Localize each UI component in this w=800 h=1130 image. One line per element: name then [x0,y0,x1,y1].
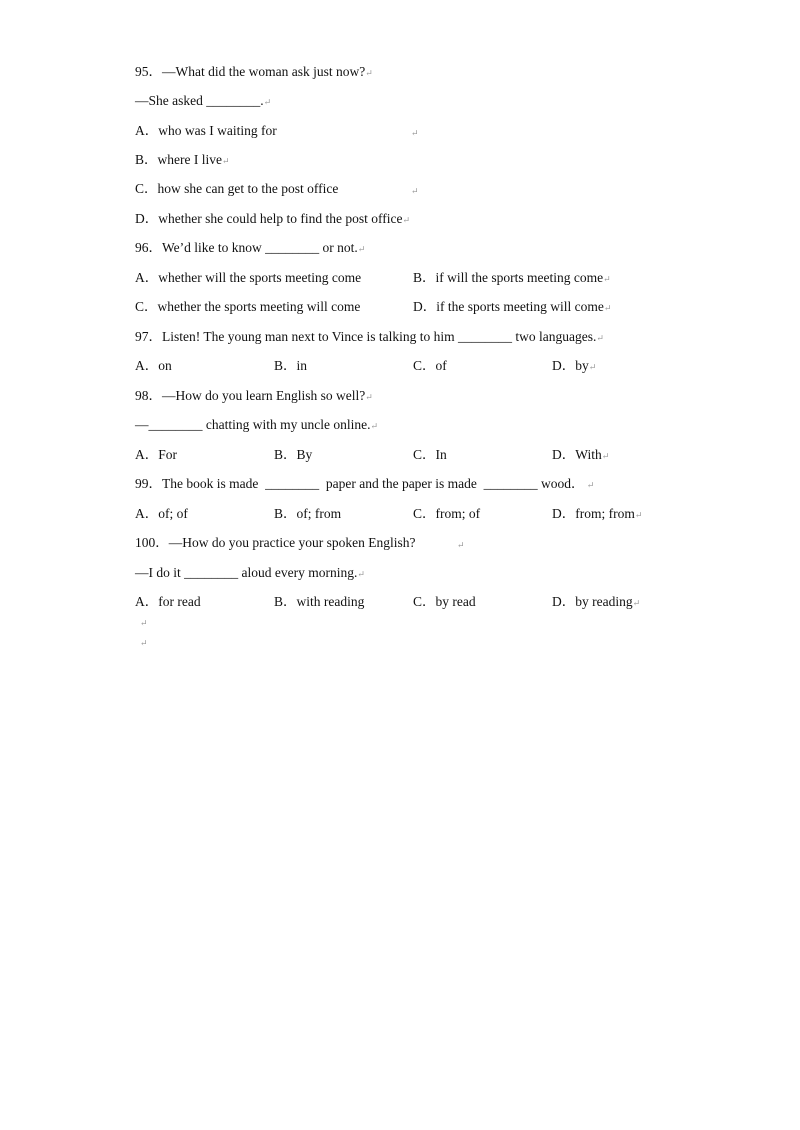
question-100-stem: 100．—How do you practice your spoken English? [135,535,416,550]
paragraph-mark: ↵ [411,128,419,138]
question-98-stem: 98．—How do you learn English so well?↵ [135,388,373,403]
question-96-option-c: C．whether the sports meeting will come [135,299,361,314]
question-96-option-d: D．if the sports meeting will come↵ [413,299,612,314]
question-99-option-d: D．from; from↵ [552,506,643,521]
question-99-option-c: C．from; of [413,506,481,521]
question-99-option-b: B．of; from [274,506,342,521]
question-98-dialog: —________ chatting with my uncle online.↵ [135,417,379,432]
question-97-option-d: D．by↵ [552,358,597,373]
question-100-option-c: C．by read [413,594,476,609]
question-98-option-c: C．In [413,447,447,462]
paragraph-mark: ↵ [411,186,419,196]
question-95-option-d: D．whether she could help to find the post office↵ [135,211,410,226]
question-98-option-b: B．By [274,447,313,462]
question-95-option-b: B．where I live↵ [135,152,230,167]
question-97-option-c: C．of [413,358,447,373]
question-100-option-d: D．by reading↵ [552,594,641,609]
paragraph-mark: ↵ [457,540,465,550]
paragraph-mark: ↵ [140,618,148,628]
question-98-option-a: A．For [135,447,178,462]
question-95-dialog: —She asked ________.↵ [135,93,272,108]
question-99-stem: 99．The book is made ________ paper and the paper is made ________ wood． ↵ [135,476,595,491]
question-97-stem: 97．Listen! The young man next to Vince is talking to him ________ two languages.↵ [135,329,604,344]
question-100-dialog: —I do it ________ aloud every morning.↵ [135,565,365,580]
question-97-option-b: B．in [274,358,308,373]
question-97-option-a: A．on [135,358,172,373]
question-100-option-a: A．for read [135,594,201,609]
paragraph-mark: ↵ [140,638,148,648]
question-100-option-b: B．with reading [274,594,365,609]
question-95-stem: 95．—What did the woman ask just now?↵ [135,64,373,79]
question-98-option-d: D．With↵ [552,447,610,462]
question-99-option-a: A．of; of [135,506,188,521]
question-96-option-a: A．whether will the sports meeting come [135,270,362,285]
question-95-option-c: C．how she can get to the post office [135,181,339,196]
question-95-option-a: A．who was I waiting for [135,123,277,138]
question-96-option-b: B．if will the sports meeting come↵ [413,270,611,285]
question-96-stem: 96．We’d like to know ________ or not.↵ [135,240,366,255]
